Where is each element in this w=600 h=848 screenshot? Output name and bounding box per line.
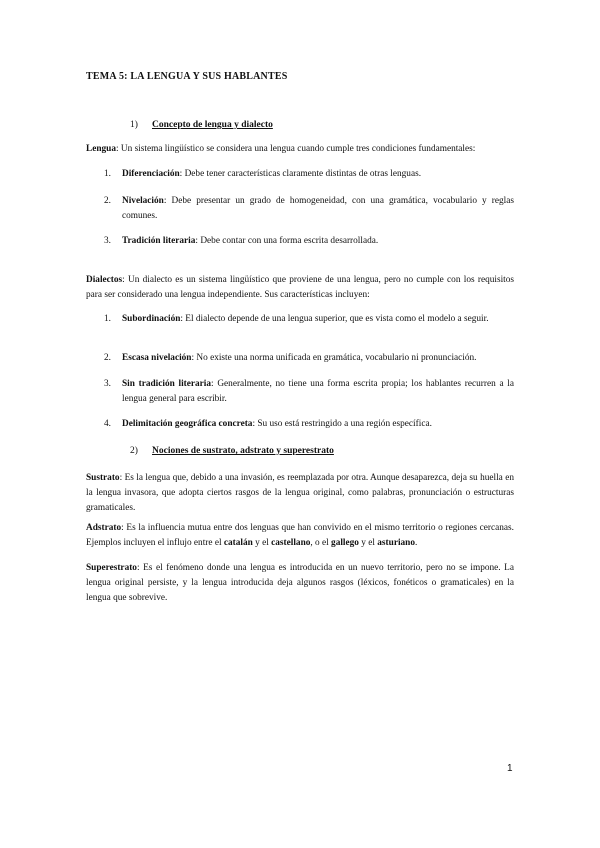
language-catalan: catalán bbox=[223, 538, 253, 548]
sustrato-text: : Es la lengua que, debido a una invasión, es reemplazada por otra. Aunque desaparezca, deja su huella en la lengua invasora, que adopta ciertos rasgos de la lengua original, como palabras, pronunciación o estructuras gramaticales. bbox=[86, 473, 514, 513]
list-number: 1. bbox=[104, 169, 111, 179]
language-asturiano: asturiano bbox=[377, 538, 415, 548]
dialectos-definition bbox=[86, 273, 514, 303]
section-1-title: Concepto de lengua y dialecto bbox=[152, 120, 273, 130]
dialectos-text: : Un dialecto es un sistema lingüístico que proviene de una lengua, pero no cumple con los requisitos para ser considerado una lengua independiente. Sus características incluyen: bbox=[86, 275, 514, 300]
sustrato-definition bbox=[86, 471, 514, 516]
item-term: Diferenciación bbox=[122, 169, 180, 179]
item-text: : Debe contar con una forma escrita desarrollada. bbox=[195, 236, 379, 246]
item-term: Sin tradición literaria bbox=[122, 379, 212, 389]
dialectos-item-2 bbox=[104, 351, 514, 366]
adstrato-text: : Es la influencia mutua entre dos lenguas que han convivido en el mismo territorio o regiones cercanas. Ejemplos incluyen el influjo entre el bbox=[86, 523, 514, 548]
section-1-number: 1) bbox=[130, 120, 138, 130]
item-text: : Su uso está restringido a una región específica. bbox=[252, 419, 432, 429]
list-number: 2. bbox=[104, 353, 111, 363]
superestrato-text: : Es el fenómeno donde una lengua es introducida en un nuevo territorio, pero no se impone. La lengua original persiste, y la lengua introducida deja algunos rasgos (léxicos, fonéticos o gramaticales) en la lengua que sobrevive. bbox=[86, 563, 514, 603]
adstrato-text: y el bbox=[252, 538, 272, 548]
list-number: 1. bbox=[104, 314, 111, 324]
item-term: Delimitación geográfica concreta bbox=[122, 419, 253, 429]
item-term: Escasa nivelación bbox=[122, 353, 192, 363]
lengua-text: : Un sistema lingüístico se considera una lengua cuando cumple tres condiciones fundamentales: bbox=[115, 144, 476, 154]
page-number: 1 bbox=[507, 763, 513, 774]
item-text: : Generalmente, no tiene una forma escrita propia; los hablantes recurren a la lengua general para escribir. bbox=[122, 379, 514, 404]
lengua-definition bbox=[86, 142, 514, 157]
adstrato-text: . bbox=[415, 538, 418, 548]
dialectos-term: Dialectos bbox=[86, 275, 123, 285]
lengua-item-2 bbox=[104, 194, 514, 224]
list-number: 3. bbox=[104, 379, 111, 389]
lengua-item-3 bbox=[104, 234, 514, 249]
item-text: : Debe presentar un grado de homogeneidad, con una gramática, vocabulario y reglas comunes. bbox=[122, 196, 514, 221]
list-number: 4. bbox=[104, 419, 111, 429]
item-term: Subordinación bbox=[122, 314, 181, 324]
language-castellano: castellano bbox=[271, 538, 311, 548]
superestrato-definition bbox=[86, 561, 514, 606]
adstrato-term: Adstrato bbox=[86, 523, 122, 533]
item-term: Nivelación bbox=[122, 196, 164, 206]
section-1-heading bbox=[130, 120, 273, 130]
item-term: Tradición literaria bbox=[122, 236, 196, 246]
adstrato-definition bbox=[86, 521, 514, 551]
adstrato-text: , o el bbox=[310, 538, 332, 548]
list-number: 3. bbox=[104, 236, 111, 246]
document-title: TEMA 5: LA LENGUA Y SUS HABLANTES bbox=[86, 71, 288, 82]
dialectos-item-1 bbox=[104, 312, 514, 327]
dialectos-item-3 bbox=[104, 377, 514, 407]
lengua-term: Lengua bbox=[86, 144, 116, 154]
sustrato-term: Sustrato bbox=[86, 473, 120, 483]
lengua-item-1 bbox=[104, 167, 514, 182]
list-number: 2. bbox=[104, 196, 111, 206]
section-2-number: 2) bbox=[130, 446, 138, 456]
section-2-heading bbox=[130, 446, 334, 456]
adstrato-text: y el bbox=[358, 538, 378, 548]
superestrato-term: Superestrato bbox=[86, 563, 137, 573]
item-text: : Debe tener características claramente distintas de otras lenguas. bbox=[179, 169, 422, 179]
section-2-title: Nociones de sustrato, adstrato y superestrato bbox=[152, 446, 334, 456]
item-text: : No existe una norma unificada en gramática, vocabulario ni pronunciación. bbox=[191, 353, 477, 363]
dialectos-item-4 bbox=[104, 417, 514, 432]
item-text: : El dialecto depende de una lengua superior, que es vista como el modelo a seguir. bbox=[180, 314, 489, 324]
language-gallego: gallego bbox=[331, 538, 359, 548]
